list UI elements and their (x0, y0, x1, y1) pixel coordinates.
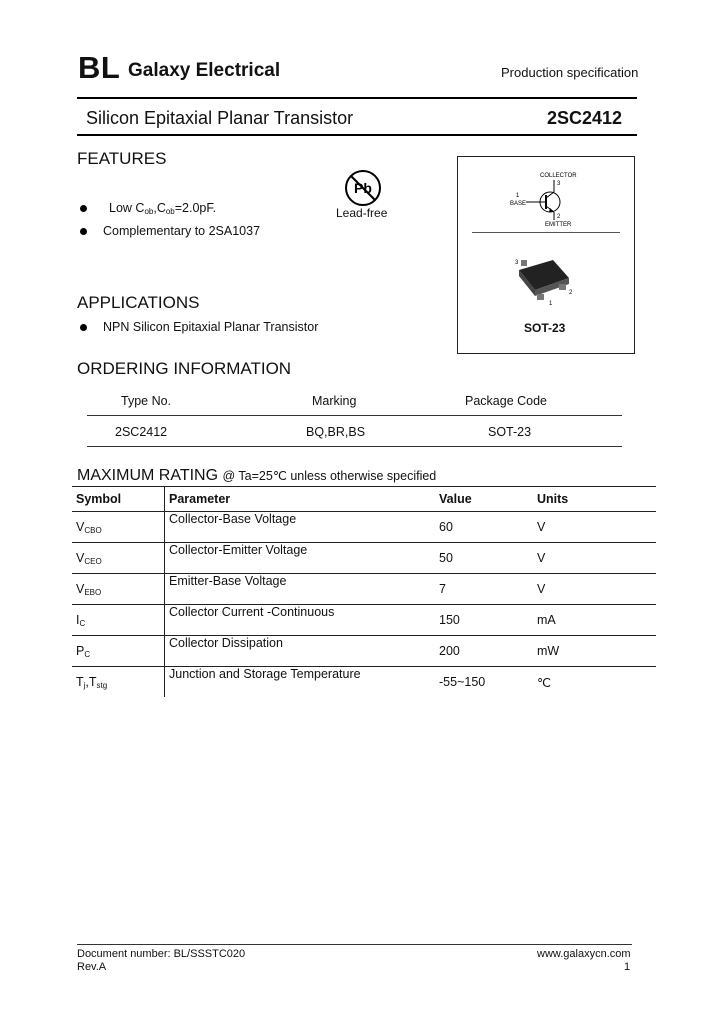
feature-text: Complementary to 2SA1037 (103, 224, 261, 238)
revision: Rev.A (77, 961, 107, 973)
symbol-cell: $V_{CEO}$ (72, 543, 165, 574)
pin-collector-label: COLLECTOR (540, 173, 577, 179)
unit-cell: V (533, 543, 656, 574)
ordering-col-package: Package Code (465, 394, 548, 408)
company-name: Galaxy Electrical (128, 60, 281, 81)
title-divider (77, 134, 637, 136)
table-row (72, 574, 656, 605)
parameter-cell: Collector-Base Voltage (165, 512, 436, 543)
pkg-pin3-label: 3 (515, 260, 519, 266)
page-number: 1 (624, 961, 631, 973)
table-header-row (72, 487, 656, 512)
pin-emitter-label: EMITTER (545, 222, 572, 228)
lead-free-symbol: Pb (354, 180, 372, 196)
col-units: Units (533, 487, 656, 512)
ordering-heading: ORDERING INFORMATION (77, 359, 292, 378)
document-number: Document number: BL/SSSTC020 (77, 948, 246, 960)
bullet-icon (80, 205, 87, 212)
lead-free-icon (343, 168, 383, 208)
transistor-schematic-icon (500, 168, 590, 230)
col-value: Value (435, 487, 533, 512)
table-row (72, 636, 656, 667)
value-cell: -55~150 (439, 675, 486, 689)
header-divider (77, 97, 637, 99)
ordering-marking-cell: BQ,BR,BS (306, 425, 366, 439)
feature-item (80, 224, 260, 238)
document-title: Silicon Epitaxial Planar Transistor (86, 108, 354, 128)
pin2-label: 2 (557, 214, 561, 220)
max-rating-condition: @ Ta=25℃ unless otherwise specified (222, 469, 437, 483)
footer-divider (77, 944, 632, 945)
table-row (72, 543, 656, 574)
ordering-package-cell: SOT-23 (488, 425, 532, 439)
symbol-cell: $P_C$ (72, 636, 165, 667)
parameter-cell: Junction and Storage Temperature (169, 667, 361, 681)
part-number: 2SC2412 (547, 108, 623, 128)
table-row (72, 512, 656, 543)
ordering-col-type: Type No. (121, 394, 172, 408)
parameter-cell: Collector Current -Continuous (165, 605, 436, 636)
brand-logo: BL (78, 50, 121, 85)
value-cell: 60 (435, 512, 533, 543)
symbol-cell: $V_{CBO}$ (72, 512, 165, 543)
unit-cell: mA (533, 605, 656, 636)
applications-heading: APPLICATIONS (77, 293, 200, 312)
package-divider (472, 232, 620, 233)
application-text: NPN Silicon Epitaxial Planar Transistor (103, 320, 319, 334)
spec-type: Production specification (501, 65, 639, 80)
parameter-cell: Collector-Emitter Voltage (165, 543, 436, 574)
col-symbol: Symbol (72, 487, 165, 512)
ordering-type-cell: 2SC2412 (115, 425, 168, 439)
unit-cell: V (533, 512, 656, 543)
pin-base-label: BASE (510, 201, 527, 207)
sot23-package-icon (505, 252, 585, 308)
value-cell: 7 (435, 574, 533, 605)
max-rating-heading: MAXIMUM RATING @ Ta=25℃ unless otherwise specified (77, 467, 437, 484)
parameter-cell: Emitter-Base Voltage (165, 574, 436, 605)
unit-cell: ℃ (537, 675, 552, 690)
ordering-bottom-rule (87, 446, 622, 447)
value-cell: 150 (435, 605, 533, 636)
symbol-cell: $V_{EBO}$ (72, 574, 165, 605)
lead-free-label: Lead-free (336, 206, 388, 220)
symbol-cell: $I_C$ (72, 605, 165, 636)
table-row (72, 605, 656, 636)
symbol-cell: $T_j,T_{stg}$ (72, 667, 165, 698)
package-name: SOT-23 (524, 321, 566, 335)
bullet-icon (80, 324, 87, 331)
website: www.galaxycn.com (537, 948, 631, 960)
unit-cell: V (533, 574, 656, 605)
pin3-label: 3 (557, 181, 561, 187)
value-cell: 200 (435, 636, 533, 667)
features-heading: FEATURES (77, 149, 167, 168)
ordering-col-marking: Marking (312, 394, 357, 408)
bullet-icon (80, 228, 87, 235)
pin1-label: 1 (516, 193, 520, 199)
value-cell: 50 (435, 543, 533, 574)
feature-item (80, 201, 216, 216)
pkg-pin2-label: 2 (569, 290, 573, 296)
unit-cell: mW (533, 636, 656, 667)
ordering-divider (87, 415, 622, 416)
feature-text: Low $C_{ob},C_{ob}=2.0pF$. (109, 201, 217, 216)
pkg-pin1-label: 1 (549, 301, 553, 307)
col-parameter: Parameter (165, 487, 436, 512)
table-row (72, 667, 656, 698)
parameter-cell: Collector Dissipation (165, 636, 436, 667)
max-rating-table (72, 486, 656, 697)
application-item (80, 320, 318, 334)
